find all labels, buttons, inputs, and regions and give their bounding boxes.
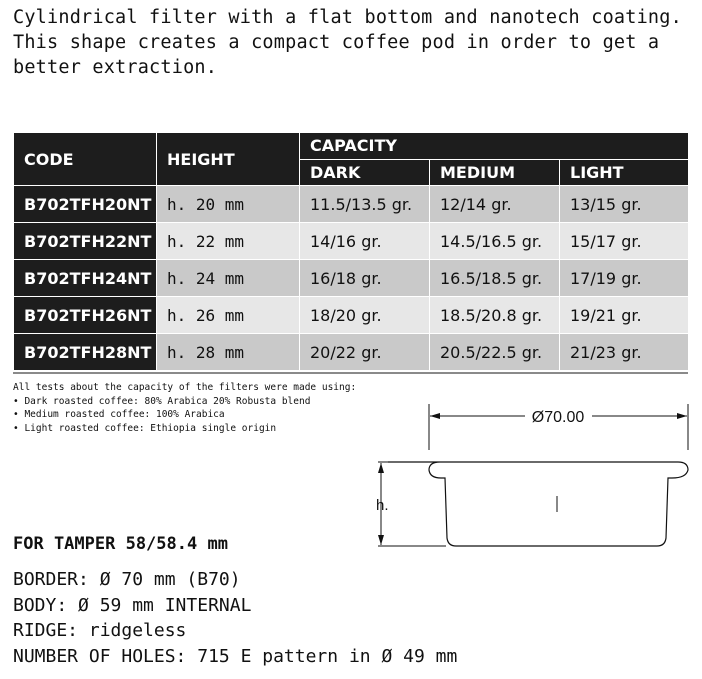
- capacity-table: [13, 132, 689, 371]
- cell-code: B702TFH20NT: [14, 186, 157, 223]
- table-row: [14, 260, 689, 297]
- cell-code: B702TFH28NT: [14, 334, 157, 371]
- header-light: LIGHT: [560, 159, 689, 186]
- cell-medium: 20.5/22.5 gr.: [430, 334, 560, 371]
- tamper-size: FOR TAMPER 58/58.4 mm: [13, 534, 228, 554]
- header-height: HEIGHT: [157, 133, 300, 186]
- spec-border: BORDER: Ø 70 mm (B70): [13, 569, 241, 590]
- spec-ridge: RIDGE: ridgeless: [13, 620, 187, 641]
- diameter-label: Ø70.00: [531, 409, 585, 426]
- description-line-1: Cylindrical filter with a flat bottom and nanotech coating.: [13, 7, 682, 28]
- table-row: [14, 223, 689, 260]
- cell-medium: 18.5/20.8 gr.: [430, 297, 560, 334]
- cell-code: B702TFH22NT: [14, 223, 157, 260]
- cell-light: 17/19 gr.: [560, 260, 689, 297]
- header-capacity: CAPACITY: [300, 133, 689, 160]
- test-notes: [13, 381, 356, 435]
- cell-dark: 16/18 gr.: [300, 260, 430, 297]
- notes-light: • Light roasted coffee: Ethiopia single origin: [13, 422, 277, 434]
- product-description: [13, 5, 693, 80]
- notes-intro: All tests about the capacity of the filters were made using:: [13, 382, 357, 393]
- header-dark: DARK: [300, 159, 430, 186]
- description-line-2: This shape creates a compact coffee pod in order to get a: [13, 32, 660, 53]
- height-label: h.: [376, 497, 389, 514]
- cell-height: h. 22 mm: [157, 223, 300, 260]
- cell-height: h. 20 mm: [157, 186, 300, 223]
- cell-dark: 18/20 gr.: [300, 297, 430, 334]
- spec-body: BODY: Ø 59 mm INTERNAL: [13, 594, 252, 616]
- table-row: [14, 297, 689, 334]
- cell-dark: 14/16 gr.: [300, 223, 430, 260]
- header-code: CODE: [14, 133, 157, 186]
- cell-code: B702TFH26NT: [14, 297, 157, 334]
- cell-height: h. 28 mm: [157, 334, 300, 371]
- cell-medium: 14.5/16.5 gr.: [430, 223, 560, 260]
- cell-height: h. 26 mm: [157, 297, 300, 334]
- cell-light: 19/21 gr.: [560, 297, 689, 334]
- notes-medium: • Medium roasted coffee: 100% Arabica: [13, 409, 225, 420]
- header-medium: MEDIUM: [430, 159, 560, 186]
- table-row: [14, 334, 689, 371]
- notes-dark: • Dark roasted coffee: 80% Arabica 20% Robusta blend: [13, 395, 311, 407]
- description-line-3: better extraction.: [13, 57, 218, 78]
- cell-code: B702TFH24NT: [14, 260, 157, 297]
- cell-medium: 12/14 gr.: [430, 186, 560, 223]
- cell-medium: 16.5/18.5 gr.: [430, 260, 560, 297]
- cell-height: h. 24 mm: [157, 260, 300, 297]
- cell-dark: 20/22 gr.: [300, 334, 430, 371]
- cell-light: 21/23 gr.: [560, 334, 689, 371]
- table-divider: [13, 372, 688, 374]
- table-row: [14, 186, 689, 223]
- cell-light: 15/17 gr.: [560, 223, 689, 260]
- cell-dark: 11.5/13.5 gr.: [300, 186, 430, 223]
- filter-technical-drawing: [360, 398, 695, 554]
- filter-specs: [13, 567, 457, 669]
- cell-light: 13/15 gr.: [560, 186, 689, 223]
- spec-holes: NUMBER OF HOLES: 715 E pattern in Ø 49 mm: [13, 645, 458, 667]
